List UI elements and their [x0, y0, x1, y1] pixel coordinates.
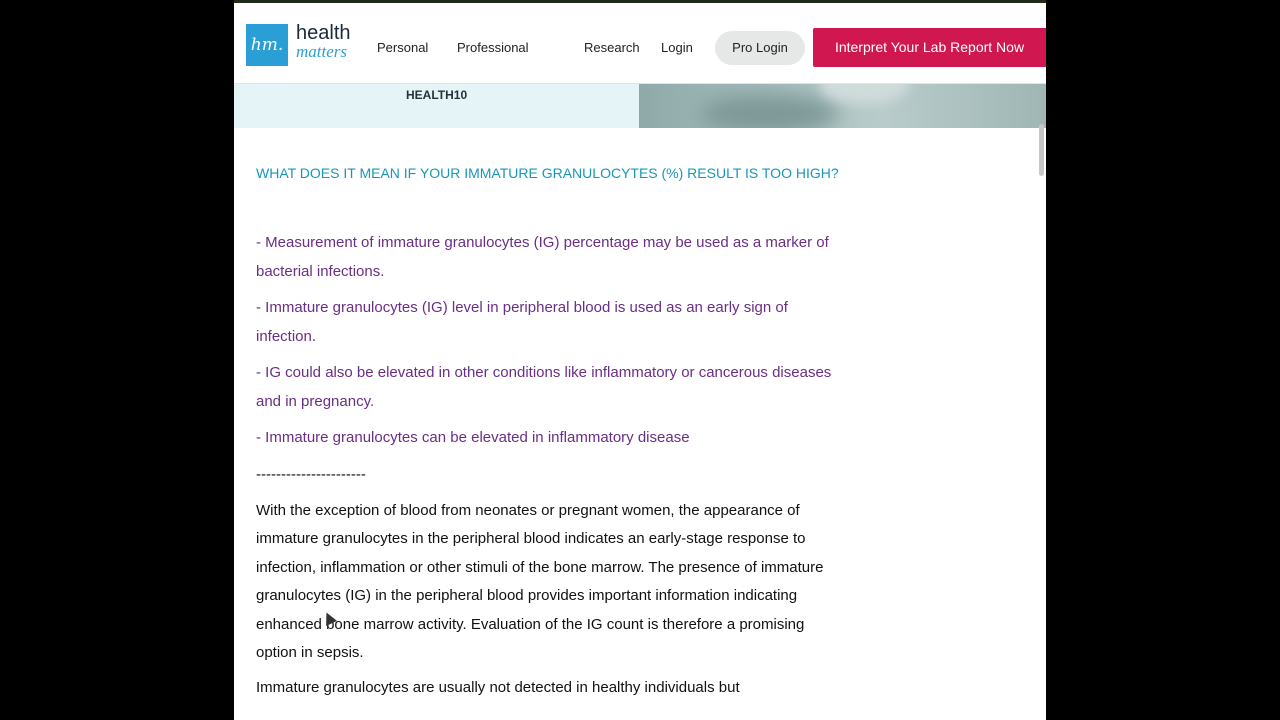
promo-image-shape [699, 94, 839, 128]
bullet-list [256, 229, 842, 453]
promo-code: HEALTH10 [406, 88, 468, 102]
section-heading: WHAT DOES IT MEAN IF YOUR IMMATURE GRANULOCYTES (%) RESULT IS TOO HIGH? [256, 165, 839, 181]
text-divider: ---------------------- [256, 465, 366, 483]
article-content [256, 160, 842, 708]
bullet-item: - Immature granulocytes can be elevated in inflammatory disease [256, 429, 690, 446]
body-paragraph: Immature granulocytes are usually not detected in healthy individuals but [256, 678, 740, 696]
logo-mark[interactable]: hm. [246, 24, 288, 66]
page-scrollbar[interactable] [1039, 124, 1044, 176]
logo-matters-text: matters [296, 42, 347, 61]
bullet-item: - Immature granulocytes (IG) level in peripheral blood is used as an early sign of infection. [256, 299, 788, 345]
site-header [234, 3, 1046, 84]
bullet-item: - IG could also be elevated in other conditions like inflammatory or cancerous diseases and in pregnancy. [256, 364, 832, 410]
nav-professional[interactable]: Professional [457, 40, 529, 55]
logo-health-text: health [296, 22, 351, 44]
promo-banner [234, 84, 639, 128]
nav-research[interactable]: Research [584, 40, 640, 55]
bullet-item: - Measurement of immature granulocytes (IG) percentage may be used as a marker of bacterial infections. [256, 234, 829, 280]
nav-login[interactable]: Login [661, 40, 693, 55]
promo-image [639, 84, 1046, 128]
pro-login-button[interactable]: Pro Login [715, 31, 805, 65]
nav-personal[interactable]: Personal [377, 40, 429, 55]
logo-wordmark[interactable] [296, 22, 351, 61]
promo-image-highlight [819, 84, 909, 104]
body-paragraph: With the exception of blood from neonates or pregnant women, the appearance of immature granulocytes in the peripheral blood indicates an early-stage response to infection, inflammation or other stimuli of the bone marrow. The presence of immature granulocytes (IG) in the peripheral blood provides important information indicating enhanced bone marrow activity. Evaluation of the IG count is therefore a promising option in sepsis. [256, 501, 824, 661]
interpret-lab-report-button[interactable]: Interpret Your Lab Report Now [813, 28, 1046, 67]
browser-viewport [234, 0, 1046, 720]
